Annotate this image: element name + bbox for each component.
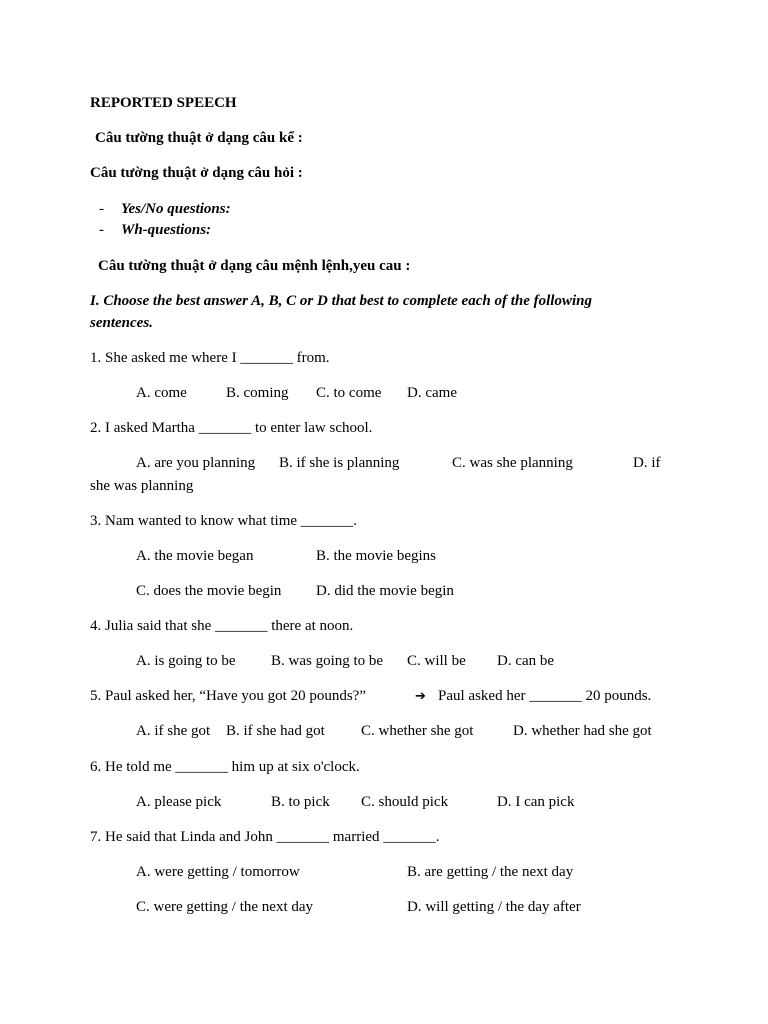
question-5-stem: 5. Paul asked her, “Have you got 20 pounds?” — [90, 688, 366, 704]
q5-option-a: A. if she got — [136, 723, 211, 739]
q1-option-c: C. to come — [316, 385, 382, 401]
question-3-stem: 3. Nam wanted to know what time _______. — [90, 513, 358, 529]
page-title: REPORTED SPEECH — [90, 95, 237, 111]
question-7-stem: 7. He said that Linda and John _______ married _______. — [90, 829, 440, 845]
section-question-heading: Câu tường thuật ở dạng câu hỏi : — [90, 165, 303, 181]
q3-option-a: A. the movie began — [136, 548, 254, 564]
q7-option-a: A. were getting / tomorrow — [136, 864, 300, 880]
q2-option-a: A. are you planning — [136, 455, 256, 471]
bullet-dash: - — [99, 201, 104, 217]
q7-option-d: D. will getting / the day after — [407, 899, 581, 915]
exercise-instruction: I. Choose the best answer A, B, C or D that best to complete each of the following — [90, 293, 592, 309]
q2-option-d-continued: she was planning — [90, 478, 194, 494]
q1-option-a: A. come — [136, 385, 187, 401]
section-imperative-heading: Câu tường thuật ở dạng câu mệnh lệnh,yeu cau : — [98, 258, 411, 274]
q3-option-b: B. the movie begins — [316, 548, 436, 564]
q6-option-d: D. I can pick — [497, 794, 575, 810]
exercise-instruction-continued: sentences. — [90, 315, 153, 331]
question-5-reported: Paul asked her _______ 20 pounds. — [438, 688, 652, 704]
q7-option-c: C. were getting / the next day — [136, 899, 314, 915]
bullet-wh-questions: Wh-questions: — [121, 222, 212, 238]
q5-option-d: D. whether had she got — [513, 723, 652, 739]
q6-option-a: A. please pick — [136, 794, 222, 810]
q4-option-c: C. will be — [407, 653, 466, 669]
q4-option-b: B. was going to be — [271, 653, 384, 669]
right-arrow-icon: ➔ — [415, 689, 426, 704]
q7-option-b: B. are getting / the next day — [407, 864, 574, 880]
question-6-stem: 6. He told me _______ him up at six o'clock. — [90, 759, 360, 775]
q1-option-b: B. coming — [226, 385, 289, 401]
bullet-yes-no-questions: Yes/No questions: — [121, 201, 231, 217]
q5-option-b: B. if she had got — [226, 723, 325, 739]
section-statement-heading: Câu tường thuật ở dạng câu kể : — [95, 130, 303, 146]
q6-option-b: B. to pick — [271, 794, 330, 810]
q1-option-d: D. came — [407, 385, 457, 401]
q4-option-a: A. is going to be — [136, 653, 236, 669]
q6-option-c: C. should pick — [361, 794, 449, 810]
q3-option-d: D. did the movie begin — [316, 583, 454, 599]
q4-option-d: D. can be — [497, 653, 555, 669]
question-4-stem: 4. Julia said that she _______ there at noon. — [90, 618, 354, 634]
q3-option-c: C. does the movie begin — [136, 583, 282, 599]
question-2-stem: 2. I asked Martha _______ to enter law school. — [90, 420, 373, 436]
q2-option-c: C. was she planning — [452, 455, 573, 471]
question-1-stem: 1. She asked me where I _______ from. — [90, 350, 330, 366]
bullet-dash: - — [99, 222, 104, 238]
q5-option-c: C. whether she got — [361, 723, 474, 739]
q2-option-b: B. if she is planning — [279, 455, 400, 471]
q2-option-d: D. if — [633, 455, 661, 471]
